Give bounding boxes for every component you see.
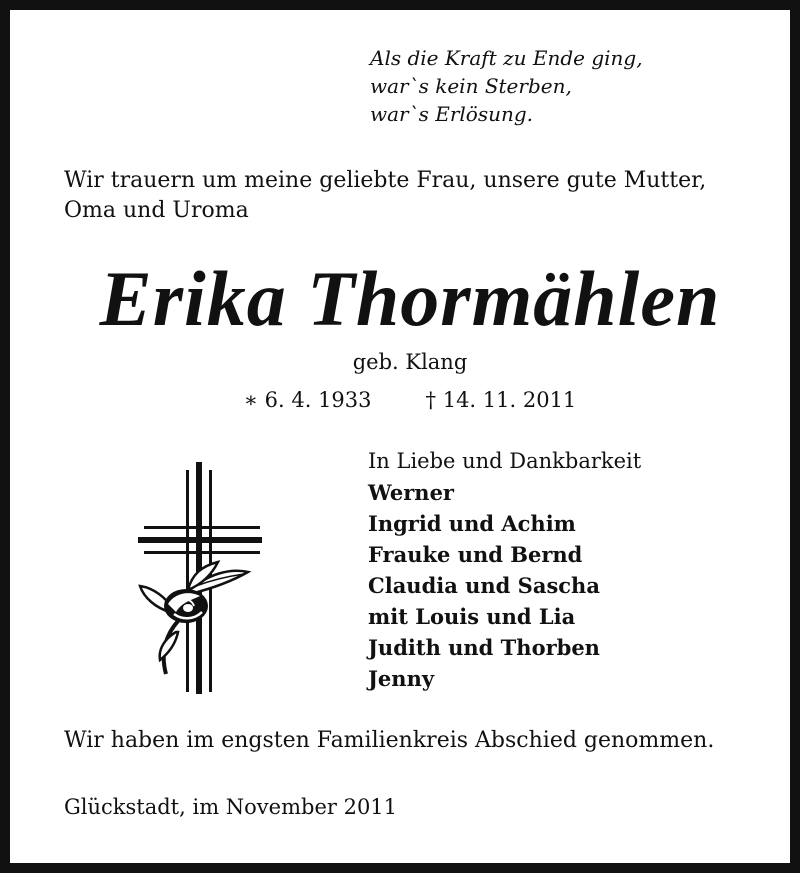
mourners-block	[368, 446, 641, 694]
place-and-date: Glückstadt, im November 2011	[64, 795, 398, 819]
family-member: Werner	[368, 480, 454, 505]
family-member: Frauke und Bernd	[368, 542, 583, 567]
birth-date: ∗ 6. 4. 1933	[243, 388, 372, 412]
family-member: Judith und Thorben	[368, 635, 600, 660]
verse-line: war`s kein Sterben,	[370, 74, 572, 98]
life-dates	[10, 385, 800, 415]
intro-text	[64, 166, 764, 226]
maiden-name: geb. Klang	[352, 350, 468, 374]
mourners-lead: In Liebe und Dankbarkeit	[368, 449, 642, 473]
family-member: Jenny	[368, 666, 435, 691]
family-member: Ingrid und Achim	[368, 511, 576, 536]
verse-line: war`s Erlösung.	[370, 102, 534, 126]
verse-line: Als die Kraft zu Ende ging,	[370, 46, 643, 70]
family-member: mit Louis und Lia	[368, 604, 576, 629]
family-member: Claudia und Sascha	[368, 573, 600, 598]
cross-with-rose-icon	[130, 462, 280, 702]
deceased-name: Erika Thormählen	[99, 255, 721, 342]
closing-text: Wir haben im engsten Familienkreis Abschied genommen.	[64, 728, 715, 753]
verse	[370, 44, 643, 128]
intro-line: Oma und Uroma	[64, 198, 249, 223]
intro-line: Wir trauern um meine geliebte Frau, unsere gute Mutter,	[64, 168, 707, 193]
death-date: † 14. 11. 2011	[425, 388, 577, 412]
